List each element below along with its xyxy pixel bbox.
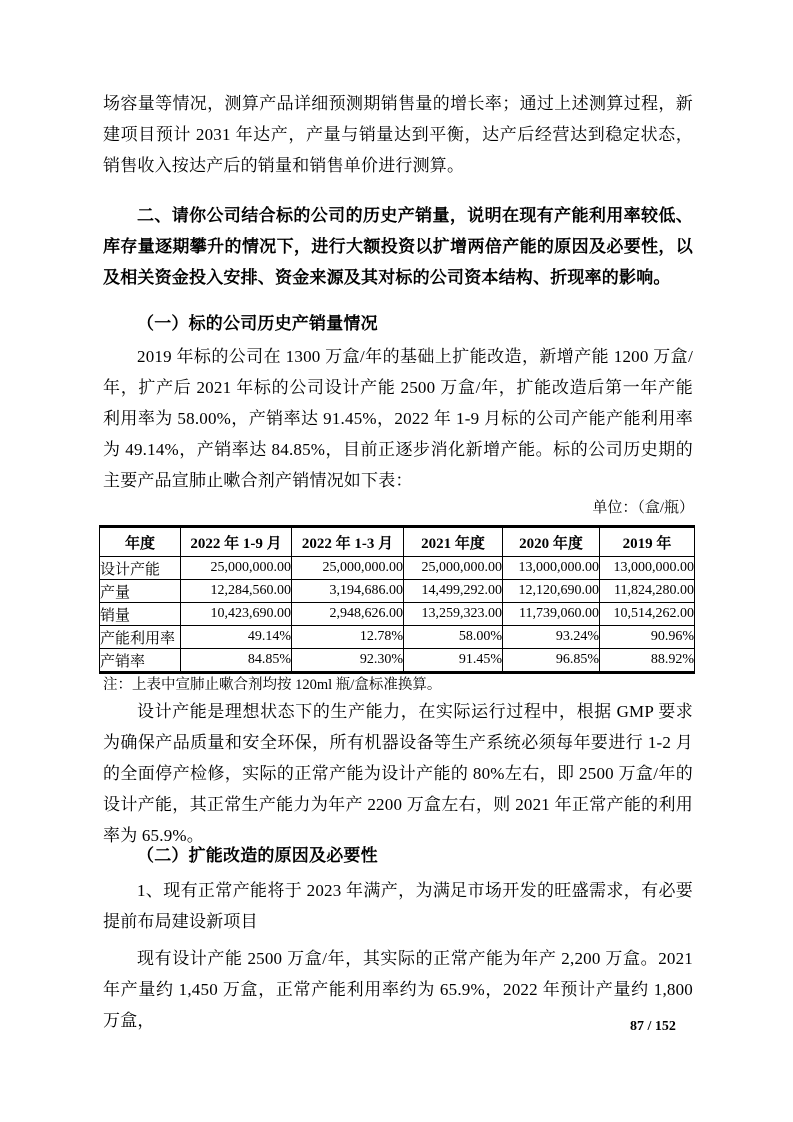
table-cell: 93.24% [503, 626, 600, 649]
paragraph-reason-1: 1、现有正常产能将于 2023 年满产，为满足市场开发的旺盛需求，有必要提前布局建设新项目 [103, 881, 693, 931]
table-cell: 13,000,000.00 [600, 557, 695, 580]
table-cell: 92.30% [292, 649, 404, 673]
table-cell: 12,284,560.00 [181, 580, 292, 603]
table-cell: 25,000,000.00 [404, 557, 503, 580]
table-cell: 96.85% [503, 649, 600, 673]
table-unit-label: 单位：（盒/瓶） [592, 500, 694, 516]
paragraph-continued: 场容量等情况，测算产品详细预测期销售量的增长率；通过上述测算过程，新建项目预计 2031 年达产，产量与销量达到平衡，达产后经营达到稳定状态，销售收入按达产后的销量和销售单价进行测算。 [103, 94, 693, 175]
row-label: 设计产能 [100, 557, 181, 580]
table-cell: 3,194,686.00 [292, 580, 404, 603]
table-cell: 91.45% [404, 649, 503, 673]
table-row [100, 557, 695, 580]
table-header-cell: 年度 [100, 527, 181, 557]
table-cell: 49.14% [181, 626, 292, 649]
table-cell: 11,824,280.00 [600, 580, 695, 603]
paragraph-history: 2019 年标的公司在 1300 万盒/年的基础上扩能改造，新增产能 1200 万盒/年，扩产后 2021 年标的公司设计产能 2500 万盒/年，扩能改造后第一年产能利用率为 58.00%，产销率达 91.45%，2022 年 1-9 月标的公司产能产能利用率为 49.14%，产销率达 84.85%，目前正逐步消化新增产能。标的公司历史期的主要产品宣肺止嗽合剂产销情况如下表： [103, 347, 693, 490]
table-header-cell: 2022 年 1-3 月 [292, 527, 404, 557]
row-label: 产量 [100, 580, 181, 603]
paragraph-current-capacity: 现有设计产能 2500 万盒/年，其实际的正常产能为年产 2,200 万盒。2021 年产量约 1,450 万盒，正常产能利用率约为 65.9%，2022 年预计产量约 1,800 万盒， [103, 949, 693, 1030]
table-cell: 90.96% [600, 626, 695, 649]
table-cell: 2,948,626.00 [292, 603, 404, 626]
table-header-cell: 2019 年 [600, 527, 695, 557]
table-header-cell: 2020 年度 [503, 527, 600, 557]
paragraph-design-capacity: 设计产能是理想状态下的生产能力，在实际运行过程中，根据 GMP 要求为确保产品质量和安全环保，所有机器设备等生产系统必须每年要进行 1-2 月的全面停产检修，实际的正常产能为设计产能的 80%左右，即 2500 万盒/年的设计产能，其正常生产能力为年产 2200 万盒左右，则 2021 年正常产能的利用率为 65.9%。 [103, 702, 693, 845]
table-cell: 12.78% [292, 626, 404, 649]
production-sales-table [99, 525, 695, 674]
section-heading-1: （一）标的公司历史产销量情况 [137, 314, 378, 333]
table-row [100, 580, 695, 603]
table-cell: 14,499,292.00 [404, 580, 503, 603]
table-cell: 84.85% [181, 649, 292, 673]
table-row [100, 649, 695, 673]
table-cell: 11,739,060.00 [503, 603, 600, 626]
table-cell: 58.00% [404, 626, 503, 649]
table-cell: 88.92% [600, 649, 695, 673]
section-heading-2: （二）扩能改造的原因及必要性 [137, 846, 378, 865]
table-header-cell: 2021 年度 [404, 527, 503, 557]
row-label: 产销率 [100, 649, 181, 673]
table-cell: 12,120,690.00 [503, 580, 600, 603]
table-cell: 13,259,323.00 [404, 603, 503, 626]
table-footnote: 注：上表中宣肺止嗽合剂均按 120ml 瓶/盒标准换算。 [103, 677, 442, 693]
table-header-row [100, 527, 695, 557]
table-cell: 10,514,262.00 [600, 603, 695, 626]
table-cell: 13,000,000.00 [503, 557, 600, 580]
row-label: 销量 [100, 603, 181, 626]
table-row [100, 603, 695, 626]
question-paragraph: 二、请你公司结合标的公司的历史产销量，说明在现有产能利用率较低、库存量逐期攀升的情况下，进行大额投资以扩增两倍产能的原因及必要性，以及相关资金投入安排、资金来源及其对标的公司资本结构、折现率的影响。 [103, 206, 693, 287]
table-row [100, 626, 695, 649]
table-cell: 25,000,000.00 [181, 557, 292, 580]
table-cell: 25,000,000.00 [292, 557, 404, 580]
table-cell: 10,423,690.00 [181, 603, 292, 626]
table-header-cell: 2022 年 1-9 月 [181, 527, 292, 557]
page-number: 87 / 152 [630, 1019, 676, 1034]
row-label: 产能利用率 [100, 626, 181, 649]
